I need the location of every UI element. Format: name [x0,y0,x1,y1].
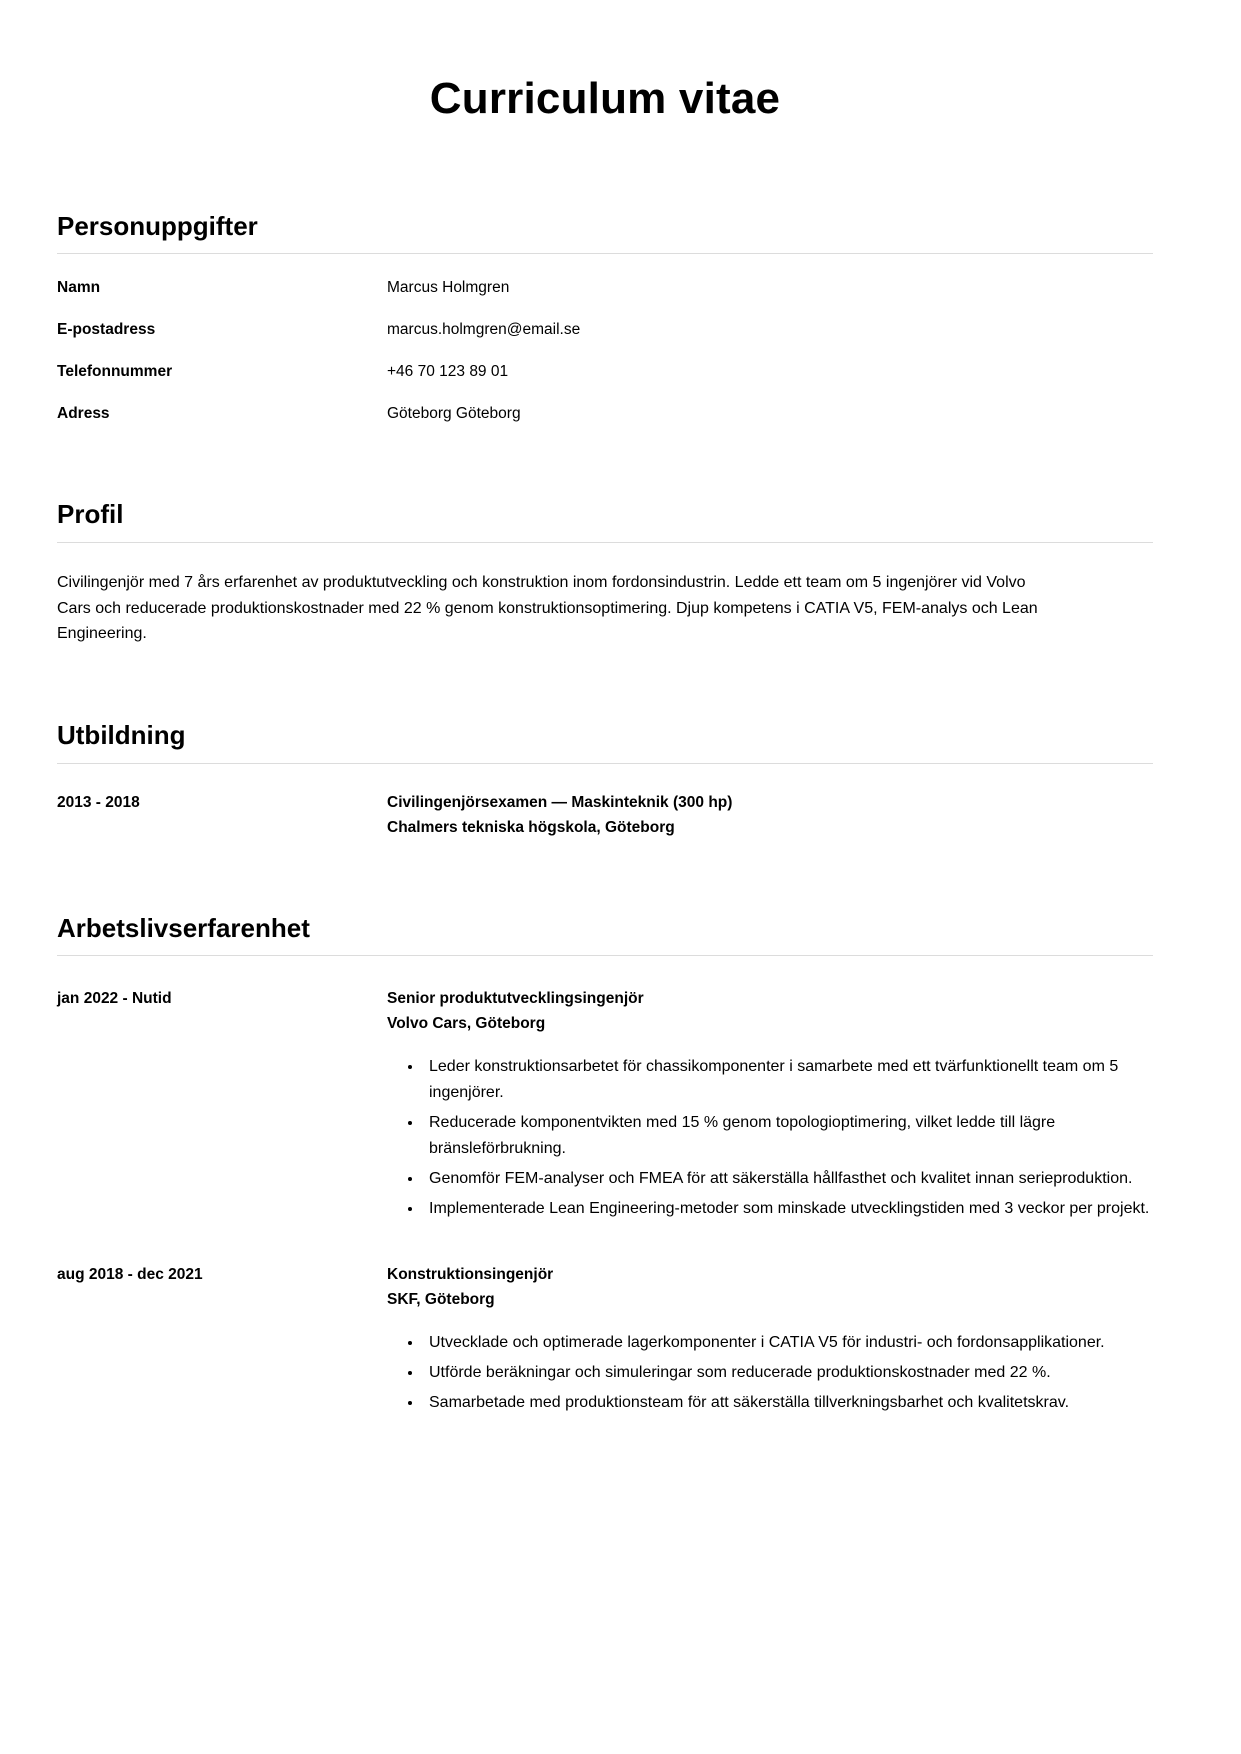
work-entry [57,1262,1153,1420]
work-entry [57,986,1153,1226]
education-entry-dates: 2013 - 2018 [57,793,140,811]
work-entry-role: Senior produktutvecklingsingenjör [387,989,644,1007]
section-heading-personal-details: Personuppgifter [57,210,258,241]
work-entry-dates: aug 2018 - dec 2021 [57,1265,203,1283]
education-entry-degree: Civilingenjörsexamen — Maskinteknik (300 hp) [387,793,733,811]
education-entry-body [387,790,1153,840]
list-item: • Leder konstruktionsarbetet för chassikomponenter i samarbete med ett tvärfunktionellt team om 5 ingenjörer. [423,1054,1153,1106]
page-title: Curriculum vitae [429,74,781,123]
work-entry-body [387,1262,1153,1420]
profile-summary-text: Civilingenjör med 7 års erfarenhet av produktutveckling och konstruktion inom fordonsindustrin. Ledde ett team om 5 ingenjörer vid Volvo Cars och reducerade produktionskostnader med 22 % genom konstruktionsoptimering. Djup kompetens i CATIA V5, FEM-analys och Lean Engineering. [57,573,1038,643]
detail-value-name: Marcus Holmgren [387,278,510,296]
work-entry-bullets [387,1054,1153,1221]
personal-details-list [57,278,1153,425]
list-item: • Samarbetade med produktionsteam för att säkerställa tillverkningsbarhet och kvalitetskrav. [423,1390,1153,1416]
section-divider [57,542,1153,543]
work-entry-body [387,986,1153,1226]
work-entry-company: SKF, Göteborg [387,1290,495,1308]
section-personal-details [57,211,1153,425]
work-entry-bullets [387,1330,1153,1416]
list-item: • Utvecklade och optimerade lagerkomponenter i CATIA V5 för industri- och fordonsapplikationer. [423,1330,1153,1356]
detail-label-phone: Telefonnummer [57,362,173,380]
list-item: • Utförde beräkningar och simuleringar som reducerade produktionskostnader med 22 %. [423,1360,1153,1386]
section-divider [57,763,1153,764]
detail-label-name: Namn [57,278,101,296]
education-entry-school: Chalmers tekniska högskola, Göteborg [387,818,675,836]
education-entry [57,790,1153,840]
work-entry-role: Konstruktionsingenjör [387,1265,554,1283]
section-profile [57,499,1153,647]
section-heading-profile: Profil [57,499,124,530]
section-heading-education: Utbildning [57,720,186,751]
section-work-experience [57,913,1153,1420]
section-divider [57,955,1153,956]
detail-value-email: marcus.holmgren@email.se [387,320,581,338]
work-entry-dates: jan 2022 - Nutid [57,989,172,1007]
list-item: • Genomför FEM-analyser och FMEA för att säkerställa hållfasthet och kvalitet innan serieproduktion. [423,1166,1153,1192]
work-entry-company: Volvo Cars, Göteborg [387,1015,546,1033]
detail-label-email: E-postadress [57,320,156,338]
list-item: • Implementerade Lean Engineering-metoder som minskade utvecklingstiden med 3 veckor per projekt. [423,1196,1153,1222]
detail-row [57,278,1153,299]
detail-value-address: Göteborg Göteborg [387,404,521,422]
detail-row [57,362,1153,383]
section-heading-work-experience: Arbetslivserfarenhet [57,912,310,943]
list-item: • Reducerade komponentvikten med 15 % genom topologioptimering, vilket ledde till lägre bränsleförbrukning. [423,1110,1153,1162]
detail-value-phone: +46 70 123 89 01 [387,362,509,380]
detail-row [57,320,1153,341]
detail-row [57,404,1153,425]
detail-label-address: Adress [57,404,110,422]
section-education [57,720,1153,839]
section-divider [57,253,1153,254]
